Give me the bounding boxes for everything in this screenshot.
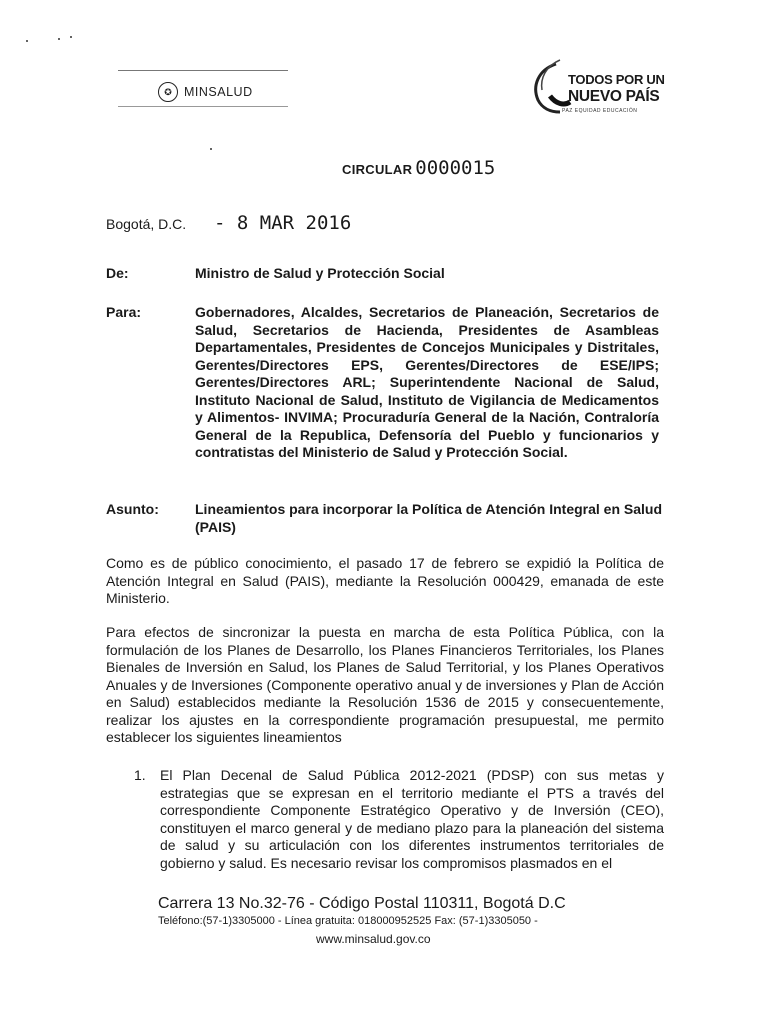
asunto-label: Asunto: [106, 501, 159, 517]
scan-speck [58, 38, 60, 40]
de-label: De: [106, 265, 129, 281]
circular-reference [342, 157, 495, 179]
circular-label: CIRCULAR [342, 162, 413, 177]
footer-phones: Teléfono:(57-1)3305000 - Línea gratuita: 018000952525 Fax: (57-1)3305050 - [158, 915, 538, 927]
circular-number: 0000015 [415, 157, 496, 179]
para-value: Gobernadores, Alcaldes, Secretarios de Planeación, Secretarios de Salud, Secretarios de Hacienda, Presidentes de Asambleas Departamentales, Presidentes de Concejos Municipales y Distritales, Gerentes/Directores EPS, Gerentes/Directores de ESE/IPS; Gerentes/Directores ARL; Superintendente Nacional de Salud, Instituto Nacional de Salud, Instituto de Vigilancia de Medicamentos y Alimentos- INVIMA; Procuraduría General de la Nación, Contraloría General de la Republica, Defensoría del Pueblo y funcionarios y contratistas del Ministerio de Salud y Protección Social. [195, 304, 659, 460]
body-paragraph: Para efectos de sincronizar la puesta en marcha de esta Política Pública, con la formulación de los Planes de Desarrollo, los Planes Financieros Territoriales, los Planes Bienales de Inversión en Salud, los Planes de Salud Territorial, y los Planes Operativos Anuales y de Inversiones (Componente operativo anual y de inversiones y Plan de Acción en Salud) establecidos mediante la Resolución 1536 de 2015 y consecuentemente, realizar los ajustes en la correspondiente programación presupuestal, me permito establecer los siguientes lineamientos [106, 624, 664, 745]
list-item-text: El Plan Decenal de Salud Pública 2012-2021 (PDSP) con sus metas y estrategias que se expresan en el territorio mediante el PTS a través del correspondiente Componente Estratégico Operativo y de Inversión (CEO), constituyen el marco general y de mediano plazo para la planeación del sistema de salud y su articulación con los diferentes instrumentos territoriales de gobierno y salud. Es necesario revisar los compromisos plasmados en el [160, 767, 664, 871]
de-value: Ministro de Salud y Protección Social [195, 265, 445, 281]
scan-speck [26, 40, 28, 42]
logo-rule-top [118, 70, 288, 71]
logo-rule-bottom [118, 106, 288, 107]
footer-website: www.minsalud.gov.co [316, 932, 431, 946]
body-paragraph: Como es de público conocimiento, el pasado 17 de febrero se expidió la Política de Atención Integral en Salud (PAIS), mediante la Resolución 000429, emanada de este Ministerio. [106, 555, 664, 606]
seal-icon: ✪ [158, 82, 178, 102]
gov-logo-line2: NUEVO PAÍS [568, 88, 660, 105]
list-item-number: 1. [134, 767, 146, 783]
list-item [134, 767, 664, 872]
gov-logo-tagline: PAZ EQUIDAD EDUCACIÓN [562, 108, 638, 114]
footer-address: Carrera 13 No.32-76 - Código Postal 110311, Bogotá D.C [158, 895, 566, 912]
date-stamp: - 8 MAR 2016 [214, 212, 352, 234]
asunto-value: Lineamientos para incorporar la Política de Atención Integral en Salud (PAIS) [195, 501, 663, 535]
scan-speck [70, 36, 72, 38]
para-label: Para: [106, 304, 142, 320]
gov-logo-line1: TODOS POR UN [568, 72, 665, 87]
city: Bogotá, D.C. [106, 216, 187, 232]
minsalud-logo [158, 82, 253, 102]
scan-speck [210, 148, 212, 150]
minsalud-logo-text: MINSALUD [184, 85, 253, 99]
